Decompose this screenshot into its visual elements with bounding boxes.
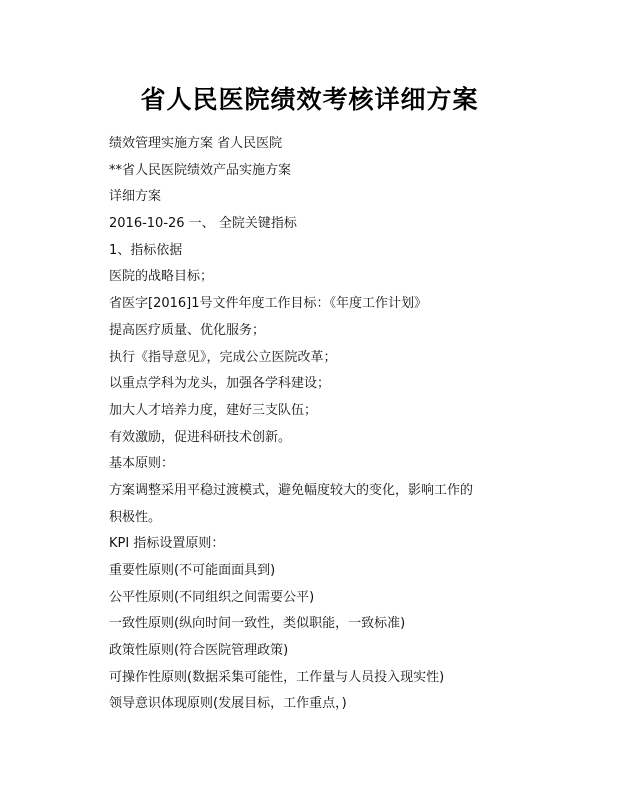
body-line: **省人民医院绩效产品实施方案 — [109, 162, 292, 178]
body-line: 可操作性原则(数据采集可能性，工作量与人员投入现实性) — [109, 669, 445, 685]
body-line: 方案调整采用平稳过渡模式，避免幅度较大的变化，影响工作的 — [109, 482, 474, 498]
body-line: 基本原则： — [109, 456, 175, 472]
body-line: 省医字[2016]1号文件年度工作目标：《年度工作计划》 — [109, 296, 427, 312]
body-line: KPI 指标设置原则： — [109, 536, 225, 552]
body-line: 1、指标依据 — [109, 242, 183, 258]
body-line: 执行《指导意见》，完成公立医院改革； — [109, 349, 337, 365]
body-line: 加大人才培养力度，建好三支队伍； — [109, 402, 318, 418]
body-line: 积极性。 — [109, 509, 162, 525]
body-line: 公平性原则(不同组织之间需要公平) — [109, 589, 315, 605]
document-body — [109, 131, 549, 718]
body-line: 有效激励，促进科研技术创新。 — [109, 429, 292, 445]
body-line: 重要性原则(不可能面面具到) — [109, 563, 276, 578]
body-line: 2016-10-26 一、 全院关键指标 — [109, 216, 297, 232]
body-line: 医院的战略目标； — [109, 269, 214, 285]
body-line: 绩效管理实施方案 省人民医院 — [109, 136, 283, 151]
body-line: 详细方案 — [109, 189, 162, 205]
body-line: 政策性原则(符合医院管理政策) — [109, 643, 289, 659]
document-title: 省人民医院绩效考核详细方案 — [140, 85, 479, 114]
body-line: 一致性原则(纵向时间一致性，类似职能，一致标准) — [109, 616, 406, 632]
body-line: 提高医疗质量、优化服务； — [109, 322, 266, 338]
body-line: 领导意识体现原则(发展目标，工作重点，) — [109, 696, 347, 712]
body-line: 以重点学科为龙头，加强各学科建设； — [109, 376, 331, 392]
